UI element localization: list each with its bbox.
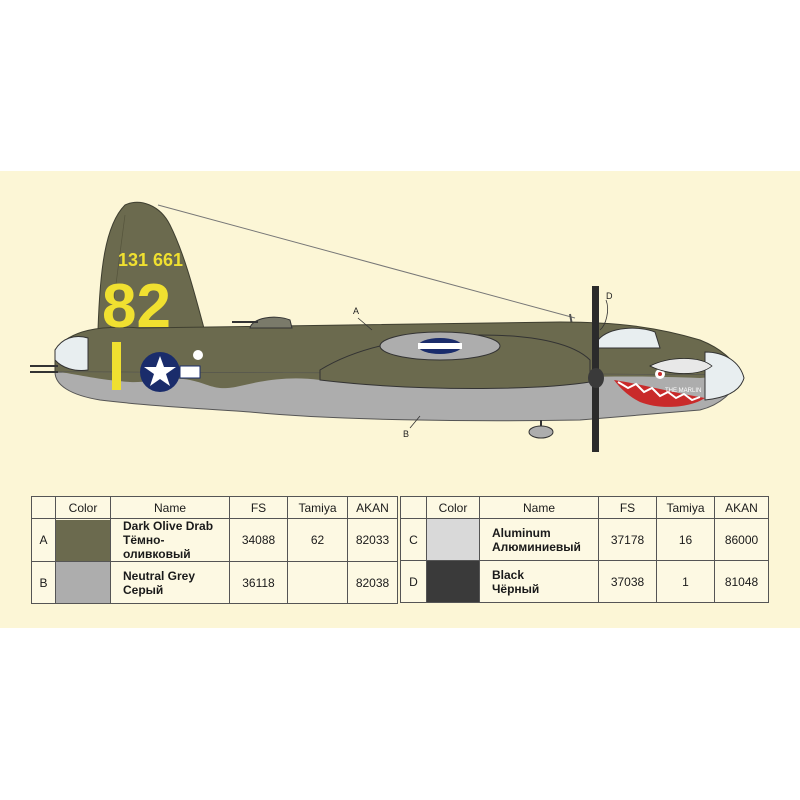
main-wheel <box>529 426 553 438</box>
callout-a: A <box>353 306 360 316</box>
color-name-en: Dark Olive Drab <box>123 519 214 533</box>
header-key <box>401 497 427 519</box>
color-swatch <box>427 519 480 561</box>
fs-code: 37038 <box>599 561 657 603</box>
color-name <box>111 519 230 562</box>
color-name <box>480 519 599 561</box>
header-fs: FS <box>599 497 657 519</box>
color-name-en: Aluminum <box>492 525 551 540</box>
row-key: B <box>32 562 56 604</box>
akan-code: 81048 <box>715 561 769 603</box>
nose-art-text: THE MARLIN <box>665 388 702 394</box>
color-name <box>480 561 599 603</box>
propeller-spinner <box>588 368 604 388</box>
table-header-row <box>32 497 398 519</box>
header-akan: AKAN <box>348 497 398 519</box>
color-name-en: Black <box>492 567 525 582</box>
header-name: Name <box>480 497 599 519</box>
propeller-blade-upper <box>592 286 599 374</box>
fs-code: 34088 <box>230 519 288 562</box>
tail-code: 82 <box>102 272 171 341</box>
table-row <box>32 562 398 604</box>
nose-glazing <box>705 352 744 400</box>
color-name-ru: Алюминиевый <box>492 539 581 554</box>
table-header-row <box>401 497 769 519</box>
akan-code: 82038 <box>348 562 398 604</box>
akan-code: 82033 <box>348 519 398 562</box>
table-row <box>401 561 769 603</box>
header-akan: AKAN <box>715 497 769 519</box>
row-key: C <box>401 519 427 561</box>
table-row <box>32 519 398 562</box>
callout-d: D <box>606 291 613 301</box>
color-name-ru: Серый <box>123 582 164 597</box>
color-name-ru: Тёмно-оливковый <box>123 533 191 561</box>
tail-serial: 131 661 <box>118 250 184 270</box>
paint-table-right <box>400 496 769 603</box>
tamiya-code: 62 <box>288 519 348 562</box>
color-swatch <box>427 561 480 603</box>
akan-code: 86000 <box>715 519 769 561</box>
antenna-wire <box>158 205 575 318</box>
color-name <box>111 562 230 604</box>
header-tamiya: Tamiya <box>288 497 348 519</box>
tamiya-code: 16 <box>657 519 715 561</box>
color-swatch <box>56 519 111 562</box>
fs-code: 36118 <box>230 562 288 604</box>
row-key: D <box>401 561 427 603</box>
row-key: A <box>32 519 56 562</box>
tamiya-code <box>288 562 348 604</box>
callout-b: B <box>403 429 410 439</box>
fs-code: 37178 <box>599 519 657 561</box>
tamiya-code: 1 <box>657 561 715 603</box>
color-swatch <box>56 562 111 604</box>
header-fs: FS <box>230 497 288 519</box>
header-name: Name <box>111 497 230 519</box>
paint-table-left <box>31 496 398 604</box>
header-tamiya: Tamiya <box>657 497 715 519</box>
yellow-band <box>112 342 121 390</box>
color-name-en: Neutral Grey <box>123 568 196 583</box>
header-color: Color <box>56 497 111 519</box>
color-name-ru: Чёрный <box>492 581 540 596</box>
table-row <box>401 519 769 561</box>
header-key <box>32 497 56 519</box>
propeller-blade-lower <box>592 382 599 452</box>
header-color: Color <box>427 497 480 519</box>
